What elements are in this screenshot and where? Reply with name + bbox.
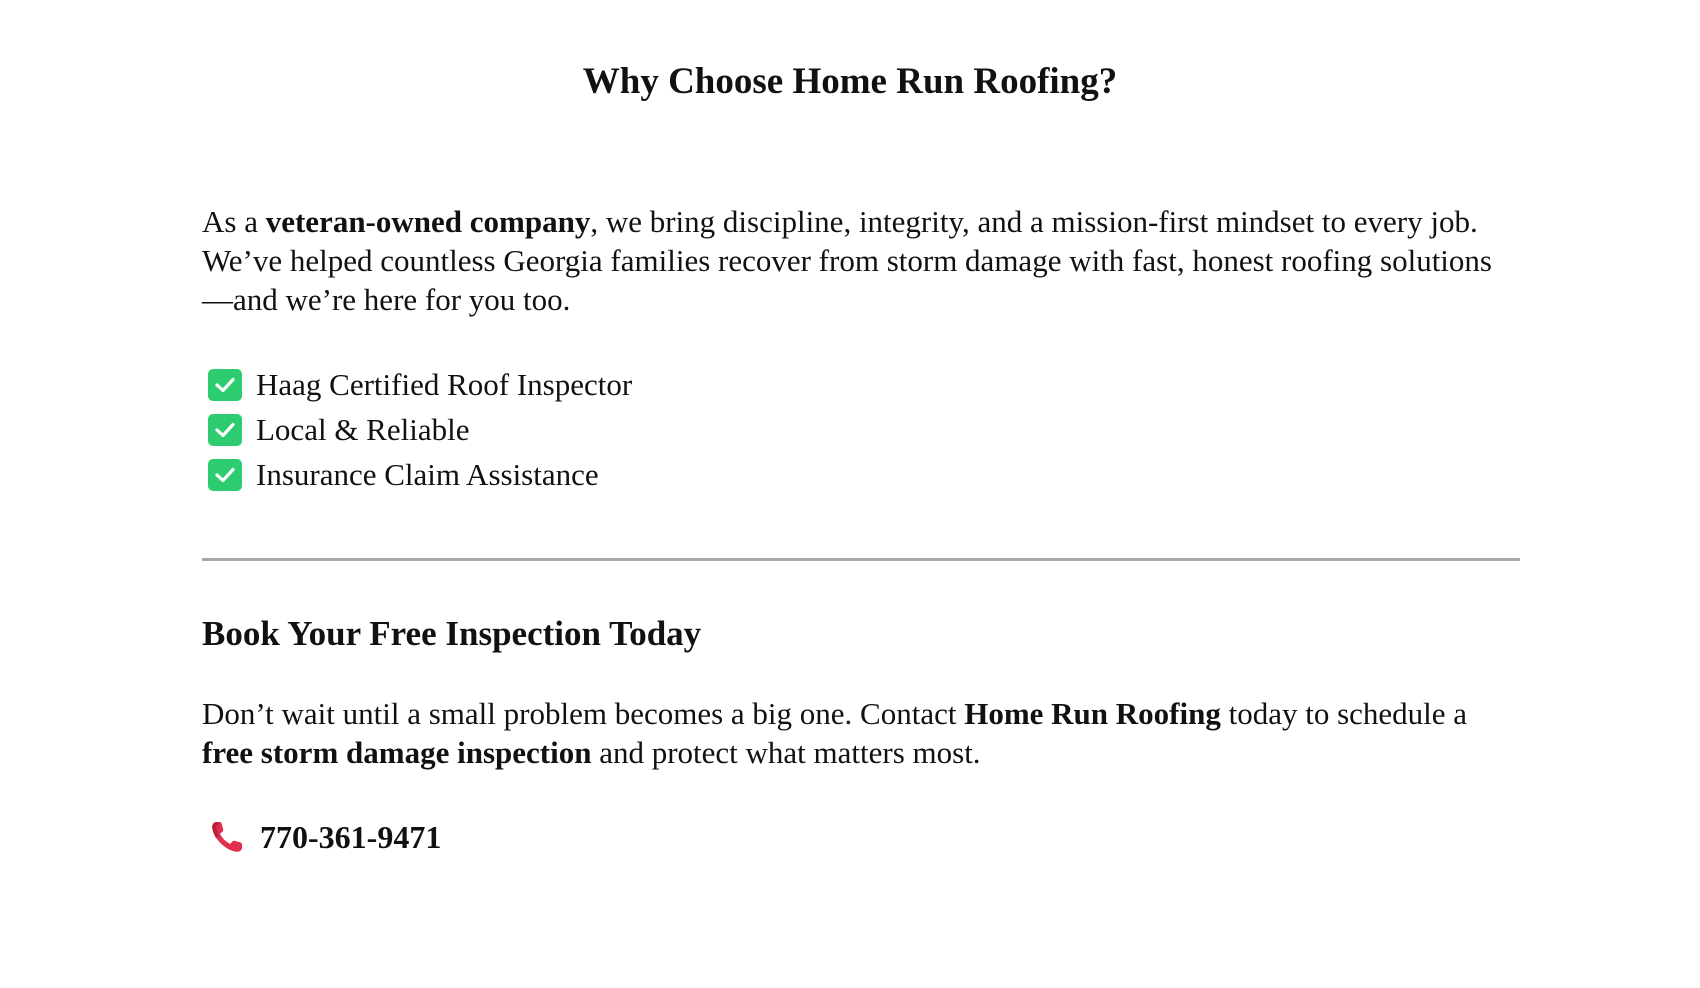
phone-contact	[202, 815, 1522, 859]
cta-bold-company: Home Run Roofing	[964, 696, 1221, 731]
phone-number[interactable]: 770-361-9471	[260, 818, 442, 855]
phone-icon	[208, 818, 246, 856]
intro-paragraph	[202, 202, 1522, 319]
list-item	[202, 407, 1522, 452]
cta-text-1: Don’t wait until a small problem becomes a big one. Contact	[202, 696, 965, 731]
checklist-label: Haag Certified Roof Inspector	[256, 366, 633, 402]
checklist-label: Local & Reliable	[256, 411, 470, 447]
page-title: Why Choose Home Run Roofing?	[582, 61, 1118, 102]
check-icon	[208, 414, 242, 446]
intro-text-2: , we bring discipline, integrity, and a mission-first mindset to every job. We’ve helped countless Georgia families recover from storm damage with fast, honest roofing solutions—and we’re here for you too.	[202, 204, 1492, 317]
check-icon	[208, 369, 242, 401]
check-icon	[208, 459, 242, 491]
cta-text-3: and protect what matters most.	[591, 735, 981, 770]
cta-bold-inspection: free storm damage inspection	[202, 735, 592, 770]
list-item	[202, 452, 1522, 497]
intro-text-1: As a	[202, 204, 266, 239]
checklist-label: Insurance Claim Assistance	[256, 456, 599, 492]
cta-text-2: today to schedule a	[1220, 696, 1468, 731]
section-divider	[202, 558, 1520, 561]
cta-heading: Book Your Free Inspection Today	[202, 614, 702, 653]
list-item	[202, 362, 1522, 407]
cta-paragraph	[202, 694, 1522, 772]
intro-bold-veteran-owned: veteran-owned company	[265, 204, 591, 239]
features-checklist	[202, 362, 1522, 497]
